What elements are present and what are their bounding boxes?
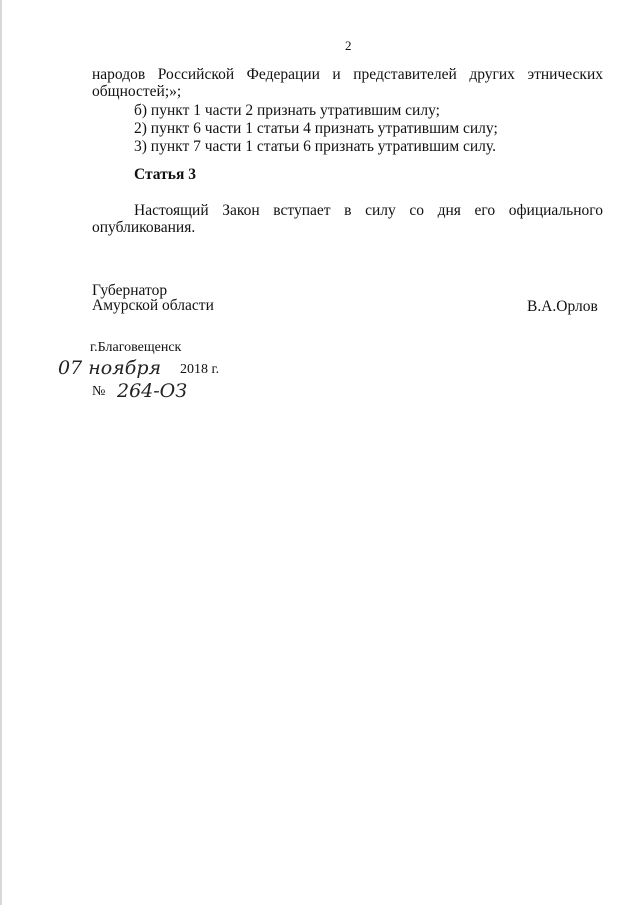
signatory-name: В.А.Орлов xyxy=(527,298,598,315)
paragraph-line: общностей;»; xyxy=(92,83,182,100)
page-number: 2 xyxy=(345,38,352,53)
position-line: Губернатор xyxy=(92,282,168,299)
paragraph-line: опубликования. xyxy=(92,219,196,236)
paragraph-line: Настоящий Закон вступает в силу со дня его официального xyxy=(134,202,603,219)
handwritten-number: 264-ОЗ xyxy=(117,380,188,402)
list-item: 2) пункт 6 части 1 статьи 4 признать утратившим силу; xyxy=(134,120,498,137)
scan-edge xyxy=(0,0,2,905)
list-item: 3) пункт 7 части 1 статьи 6 признать утратившим силу. xyxy=(134,138,496,155)
article-heading: Статья 3 xyxy=(134,166,196,183)
city: г.Благовещенск xyxy=(90,340,182,355)
signatory-position xyxy=(92,283,214,313)
list-item: б) пункт 1 части 2 признать утратившим силу; xyxy=(134,102,440,119)
paragraph-line: народов Российской Федерации и представителей других этнических xyxy=(92,66,603,83)
position-line: Амурской области xyxy=(92,297,214,314)
handwritten-date: 07 ноября xyxy=(58,357,162,379)
year: 2018 г. xyxy=(180,362,220,377)
number-label: № xyxy=(92,384,106,399)
